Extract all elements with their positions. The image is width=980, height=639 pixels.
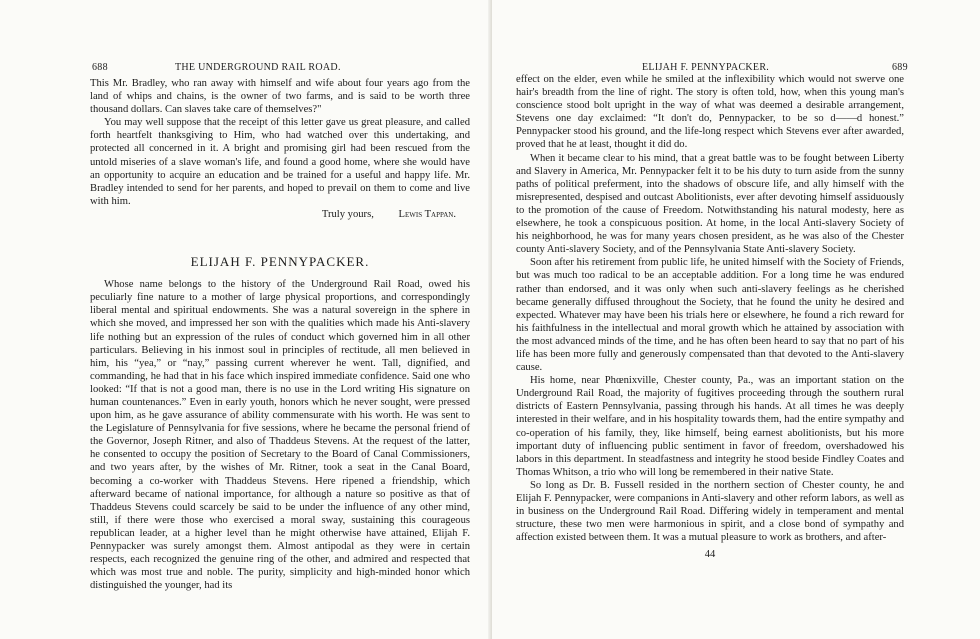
- right-paragraph-1: effect on the elder, even while he smiled at the inflexibility which would not swerve one hair's breadth from the line of right. The story is often told, how, when this young man's conscience stood bolt upright in the way of what was deemed a desirable arrangement, Stevens one day exclaimed: “It don't do, Pennypacker, to be so d——d honest.” Pennypacker stood his ground, and the life-long respect which Stevens ever after awarded, proved that he at least, thought it did do.: [516, 74, 904, 151]
- left-page-number: 688: [92, 62, 108, 73]
- letter-signature: Lewis Tappan.: [398, 208, 456, 220]
- letter-paragraph-2: You may well suppose that the receipt of this letter gave us great pleasure, and called forth heartfelt thanksgiving to Him, who had watched over this undertaking, and protected all concerned in it. A bright and promising girl had been rescued from the untold miseries of a slave woman's life, and found a good home, where she would have an opportunity to acquire an education and be trained for a useful and happy life. Mr. Bradley intended to send for her parents, and hoped to prevail on them to come and live with him.: [90, 117, 470, 207]
- right-running-head: ELIJAH F. PENNYPACKER.: [642, 62, 770, 73]
- section-heading: ELIJAH F. PENNYPACKER.: [190, 254, 370, 270]
- right-paragraph-3: Soon after his retirement from public life, he united himself with the Society of Friends, but was much too radical to be an acceptable addition. For a long time he was endured rather than endorsed, and it was only when such anti-slavery feelings as he cherished became generally diffused throughout the Society, that he found the unity he desired and expected. Whatever may have been his trials here or elsewhere, he found a rich reward for his faithfulness in the intellectual and moral growth which he attained by association with the most advanced minds of the time, and he has often been heard to say that no part of his life has been more fully and generously compensated than that devoted to the Anti-slavery cause.: [516, 257, 904, 374]
- right-page: [492, 0, 980, 639]
- letter-paragraph-1: This Mr. Bradley, who ran away with himself and wife about four years ago from the land of whips and chains, is the owner of two farms, and is said to be worth three thousand dollars. Can slaves take care of themselves?": [90, 78, 470, 116]
- letter-closing: Truly yours,: [321, 208, 374, 220]
- left-text-column: [90, 77, 470, 592]
- right-paragraph-4: His home, near Phœnixville, Chester county, Pa., was an important station on the Underground Rail Road, the majority of fugitives proceeding through the southern rural districts of Eastern Pennsylvania, passing through his hands. At all times he was deeply interested in their welfare, and in his hospitality towards them, had the entire sympathy and co-operation of his family, they, like himself, being earnest abolitionists, but his more important duty of influencing public sentiment in favor of freedom, overshadowed his labors in this department. In steadfastness and integrity he stood beside Findley Coates and Thomas Whitson, a trio who will long be remembered in their native State.: [516, 375, 904, 478]
- right-text-column: [516, 73, 904, 561]
- signature-mark: 44: [704, 549, 716, 561]
- left-running-head: THE UNDERGROUND RAIL ROAD.: [175, 62, 341, 73]
- right-paragraph-5: So long as Dr. B. Fussell resided in the northern section of Chester county, he and Elijah F. Pennypacker, were companions in Anti-slavery and other reform labors, as well as in business on the Underground Rail Road. Differing widely in temperament and mental structure, these two men were harmonious in spirit, and a close bond of sympathy and affection existed between them. It was a mutual pleasure to work as brothers, and after-: [516, 479, 904, 544]
- letter-signoff: [90, 208, 470, 221]
- right-page-number: 689: [892, 62, 908, 73]
- section-paragraph: Whose name belongs to the history of the Underground Rail Road, owed his peculiarly fine nature to a mother of large physical proportions, and correspondingly liberal mental and spiritual endowments. She was a natural sovereign in the sphere in which she moved, and impressed her son with the qualities which made his Anti-slavery life nothing but an expression of the rules of conduct which governed him in all other particulars. Believing in his inmost soul in principles of rectitude, all men believed in him, his “yea,” or “nay,” passing current wherever he went. Tall, dignified, and commanding, he had that in his face which inspired immediate confidence. Said one who looked: “If that is not a good man, there is no use in the Lord writing His signature on human countenances.” Even in early youth, honors which he never sought, were pressed upon him, as he gave assurance of ability commensurate with his worth. He was sent to the Legislature of Pennsylvania for five sessions, where he became the personal friend of the Governor, Joseph Ritner, and also of Thaddeus Stevens. At the request of the latter, he consented to occupy the position of Secretary to the Board of Canal Commissioners, and two years after, by the wishes of Mr. Ritner, took a seat in the Canal Board, becoming a co-worker with Thaddeus Stevens. Here ripened a friendship, which afterward became of national importance, for although a nature so positive as that of Thaddeus Stevens could scarcely be said to be under the influence of any other mind, still, if there were those who exercised a moral sway, sustaining this courageous republican leader, at a higher level than he might otherwise have attained, Elijah F. Pennypacker was surely amongst them. Almost antipodal as they were in certain respects, each recognized the genuine ring of the other, and admired and respected that which was most true and noble. The purity, simplicity and high-minded honor which distinguished the younger, had its: [90, 279, 470, 592]
- right-paragraph-2: When it became clear to his mind, that a great battle was to be fought between Liberty and Slavery in America, Mr. Pennypacker felt it to be his duty to turn aside from the sunny paths of political preferment, into the shadows of obscure life, and ally himself with the misrepresented, despised and outcast Abolitionists, ever after devoting himself assiduously to the promotion of the cause of Freedom. Notwithstanding his natural modesty, here as elsewhere, he took a conspicuous position. At home, in the local Anti-slavery Society of his neighborhood, he was for many years chosen president, as he was also of the Chester county Anti-slavery Society, and of the Pennsylvania State Anti-slavery Society.: [516, 152, 904, 256]
